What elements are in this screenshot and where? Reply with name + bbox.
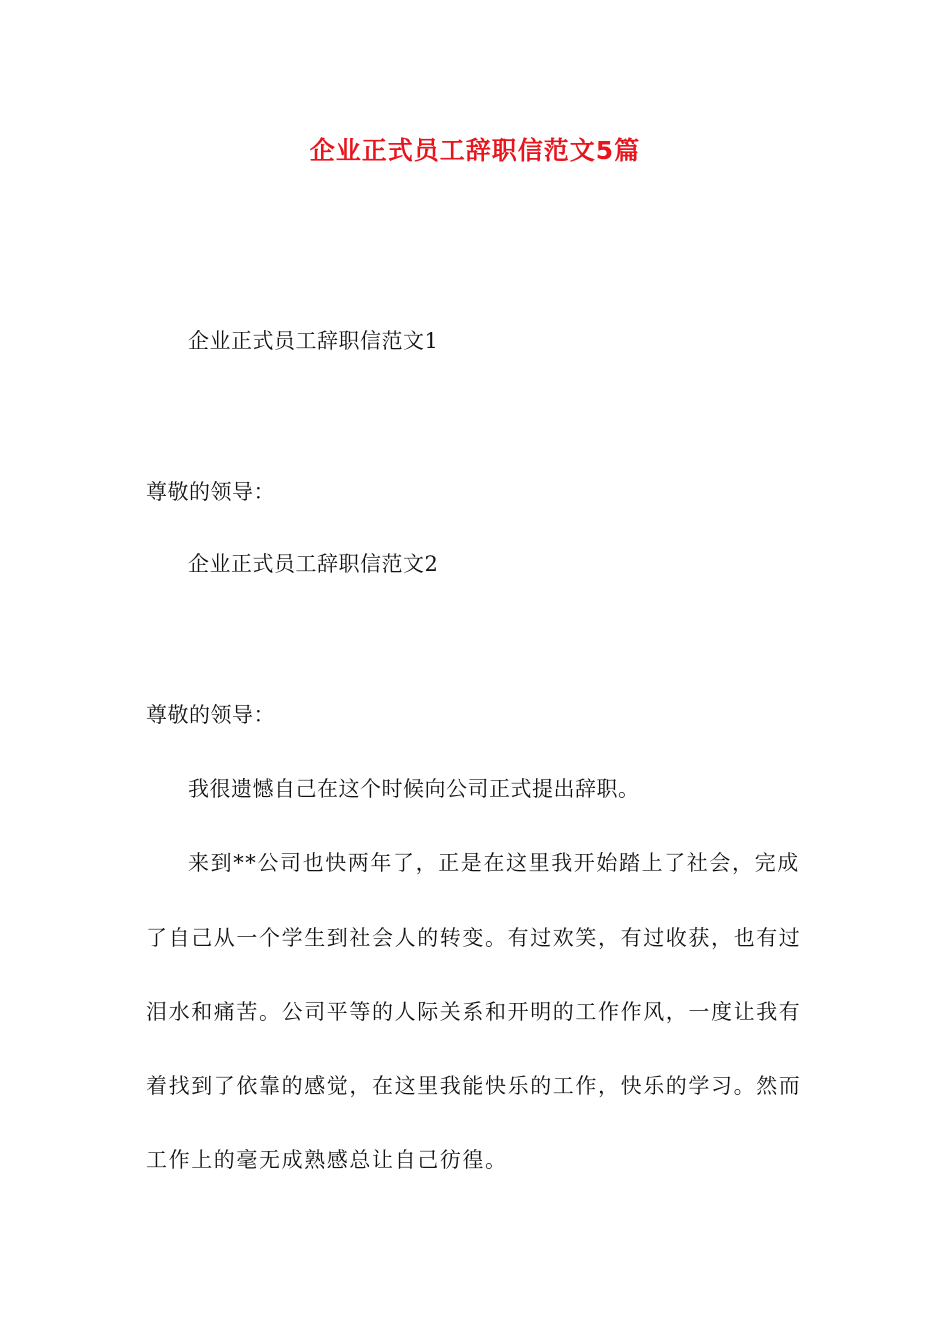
paragraph-2-line: 泪水和痛苦。公司平等的人际关系和开明的工作作风，一度让我有 bbox=[146, 1000, 802, 1024]
section-heading-1: 企业正式员工辞职信范文1 bbox=[188, 329, 439, 353]
paragraph-2-line: 工作上的毫无成熟感总让自己彷徨。 bbox=[146, 1148, 508, 1172]
salutation-2: 尊敬的领导： bbox=[146, 703, 275, 727]
paragraph-1: 我很遗憾自己在这个时候向公司正式提出辞职。 bbox=[188, 777, 640, 801]
section-heading-2: 企业正式员工辞职信范文2 bbox=[188, 552, 439, 576]
document-title: 企业正式员工辞职信范文5篇 bbox=[309, 136, 641, 165]
paragraph-2-line: 着找到了依靠的感觉，在这里我能快乐的工作，快乐的学习。然而 bbox=[146, 1074, 802, 1098]
salutation-1: 尊敬的领导： bbox=[146, 480, 275, 504]
paragraph-2-line: 来到**公司也快两年了，正是在这里我开始踏上了社会，完成 bbox=[188, 851, 800, 875]
paragraph-2-line: 了自己从一个学生到社会人的转变。有过欢笑，有过收获，也有过 bbox=[146, 926, 802, 950]
